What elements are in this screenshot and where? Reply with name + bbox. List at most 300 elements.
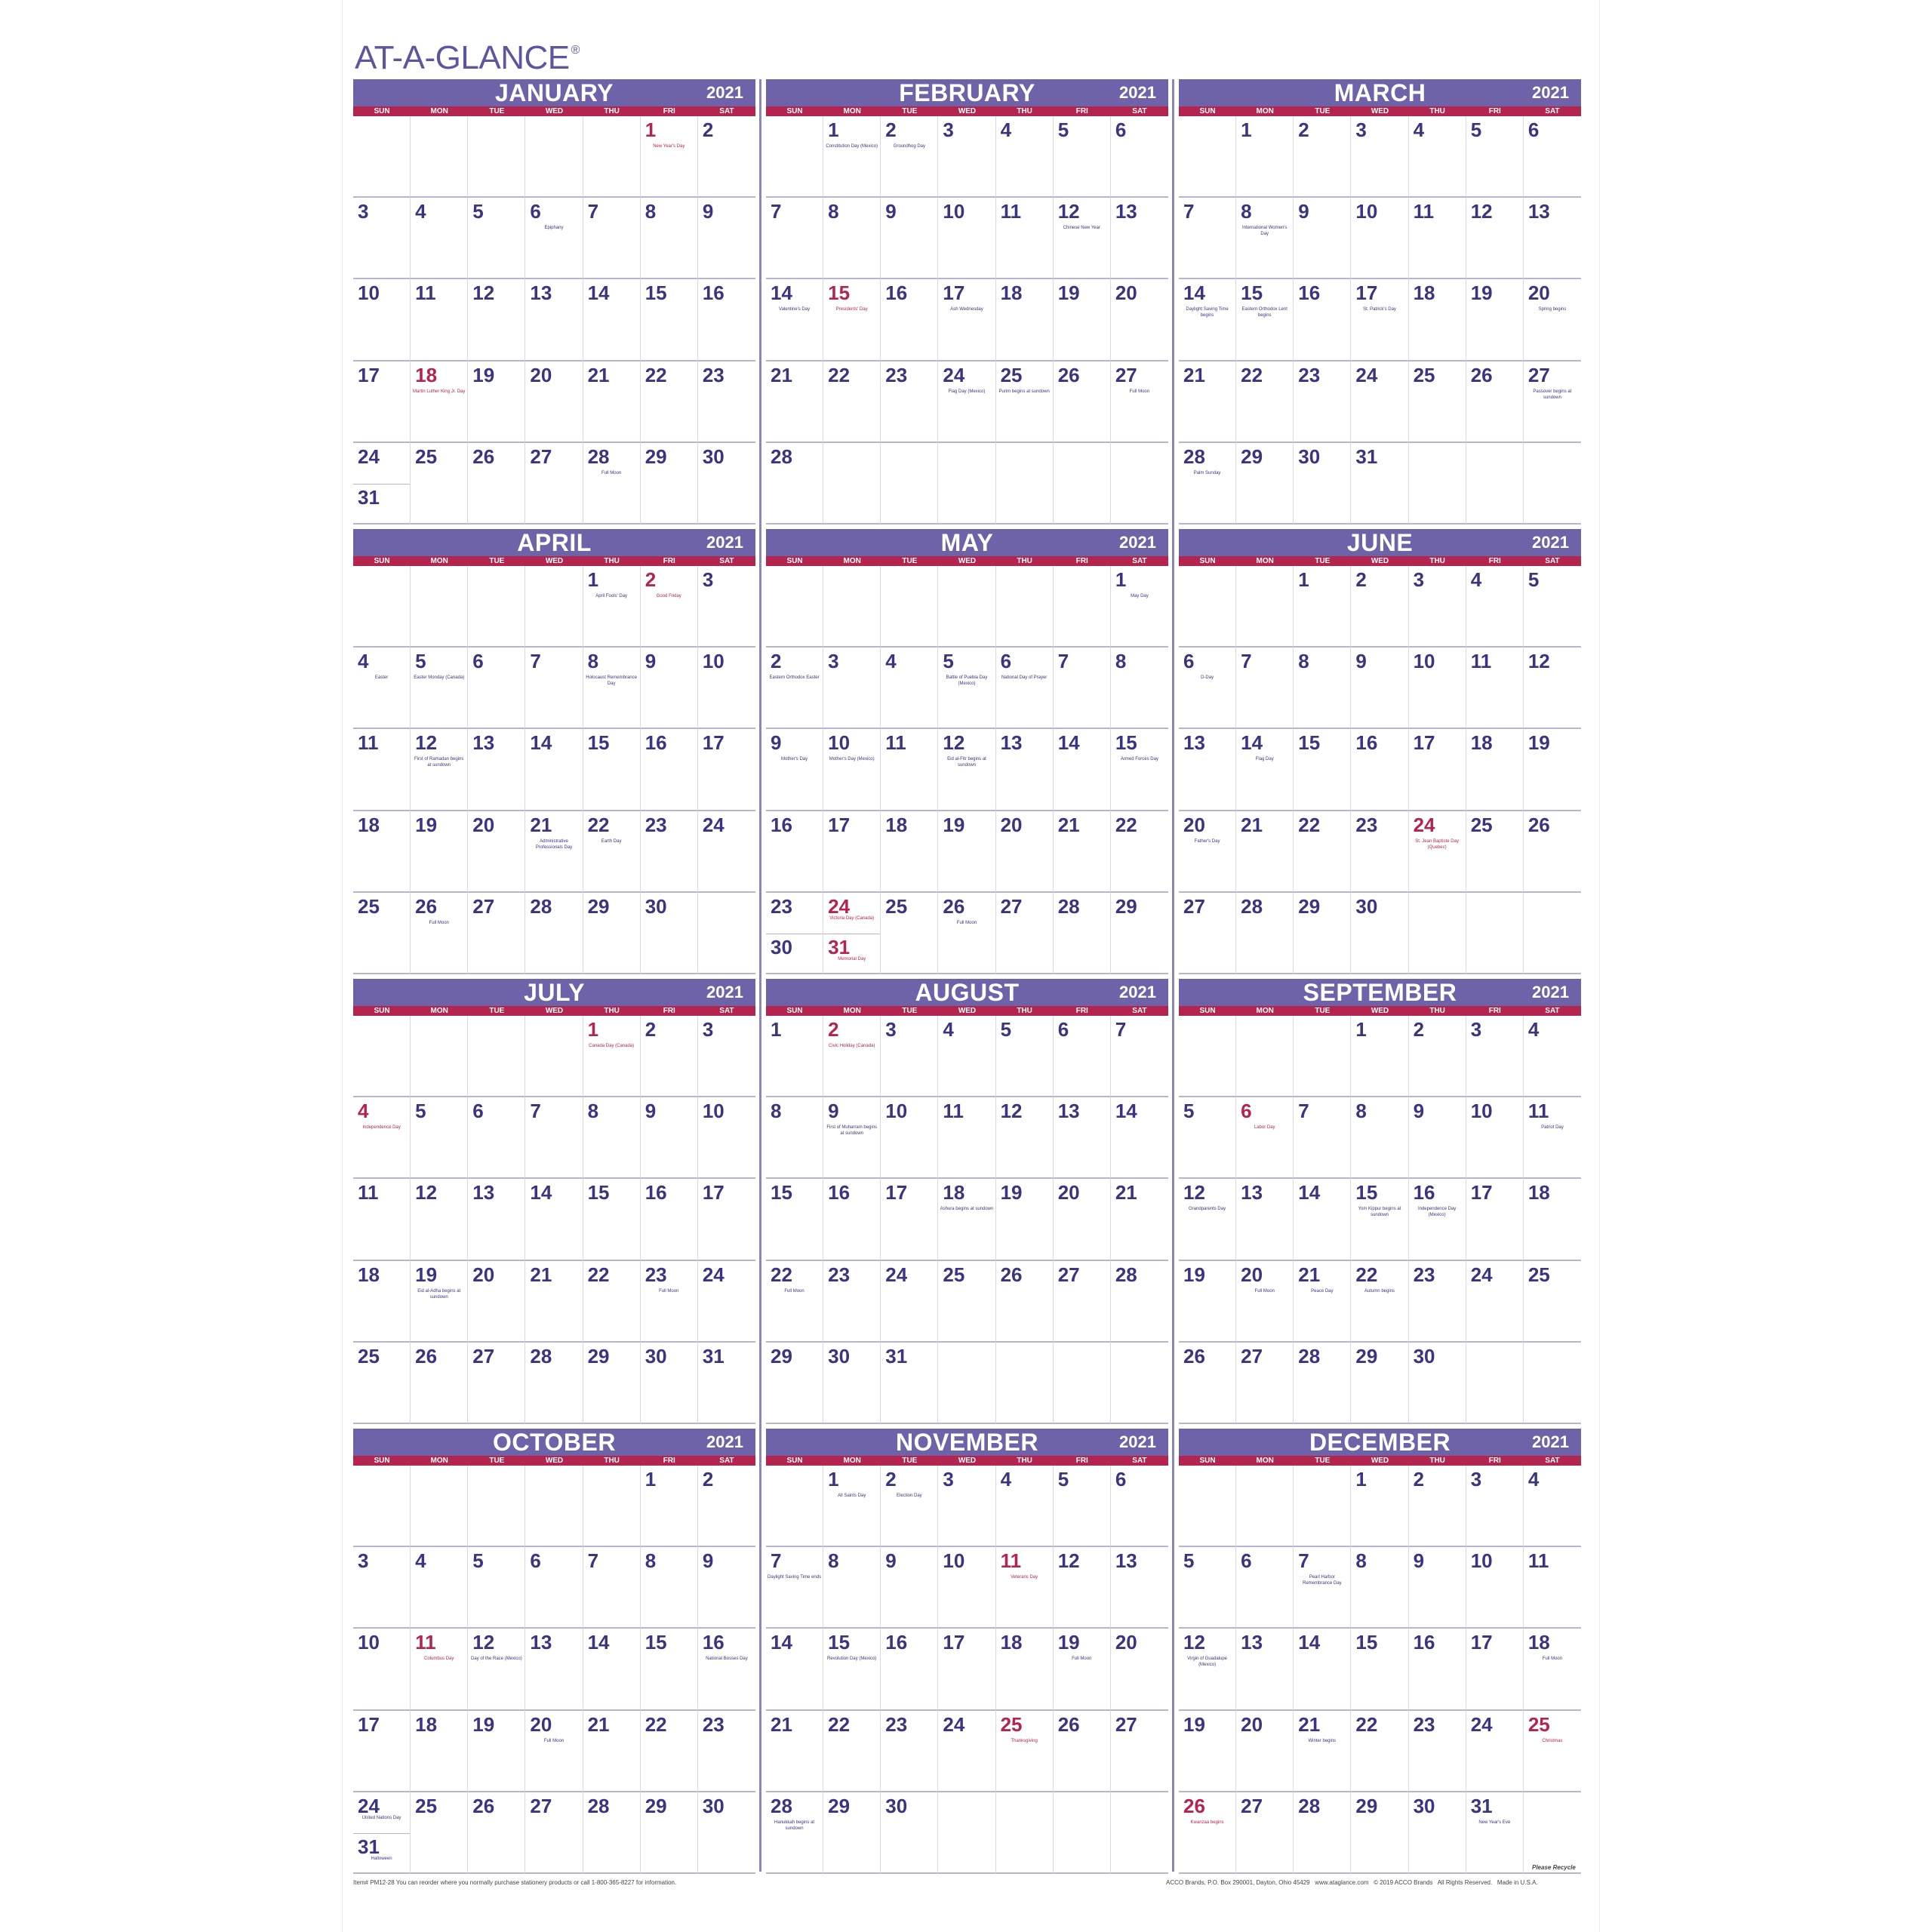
day-cell [766,1179,823,1260]
day-cell [698,1261,755,1343]
day-cell [1294,279,1351,361]
holiday-label: Battle of Puebla Day (Mexico) [946,675,988,687]
day-number: 16 [828,1181,851,1204]
day-number: 23 [828,1263,851,1286]
day-number: 22 [645,363,667,386]
day-cell [823,1547,881,1629]
weekday-label: FRI [1488,557,1501,565]
day-cell [583,1629,641,1710]
holiday-label: New Year's Day [653,144,685,149]
month-july [353,979,755,1424]
day-number: 27 [1057,1263,1080,1286]
day-cell [641,1792,698,1874]
holiday-label: Full Moon [429,920,449,925]
day-number: 2 [885,118,897,141]
holiday-label: Memorial Day [838,956,866,961]
holiday-label: Mother's Day [780,757,808,762]
day-cell [1524,811,1581,893]
day-number: 15 [828,1631,851,1654]
day-number: 12 [1057,1549,1080,1573]
holiday-label: Election Day [897,1494,922,1498]
day-number: 16 [1298,281,1321,305]
day-number: 4 [1413,118,1425,141]
day-number: 17 [885,1181,908,1204]
weekday-label: SAT [1545,1457,1560,1465]
day-cell [353,1547,411,1629]
day-cell [525,1466,583,1547]
day-cell [1236,361,1294,443]
day-cell [996,1466,1054,1547]
day-number: 26 [1470,363,1493,386]
day-cell [1236,1547,1294,1629]
weekday-label: MON [430,1457,448,1465]
day-number: 24 [943,1712,965,1736]
day-number: 31 [702,1344,724,1367]
day-cell [1179,566,1236,648]
holiday-label: Armed Forces Day [1120,757,1158,762]
day-number: 18 [943,1181,965,1204]
holiday-label: Eastern Orthodox Easter [769,675,820,681]
day-number: 3 [702,568,714,591]
day-cell [525,1792,583,1874]
day-number: 12 [415,1181,438,1204]
day-cell [1409,279,1466,361]
day-number: 16 [645,731,667,755]
day-number: 30 [645,1344,667,1367]
holiday-label: Hanukkah begins at sundown [774,1820,815,1831]
day-number: 14 [1241,731,1263,755]
day-cell [1351,1792,1408,1874]
month-year: 2021 [706,533,743,552]
day-number: 21 [1183,363,1205,386]
day-cell [881,361,938,443]
month-may [766,529,1168,974]
day-number: 18 [1527,1181,1550,1204]
month-year: 2021 [1532,83,1569,102]
holiday-label: First of Ramadan begins at sundown [414,757,464,768]
day-number: 10 [943,200,965,223]
holiday-label: Autumn begins [1364,1288,1395,1294]
day-cell [881,1179,938,1260]
day-number: 29 [1298,894,1321,918]
month-september [1179,979,1581,1424]
day-cell [1524,279,1581,361]
day-cell [996,361,1054,443]
day-number: 13 [1241,1631,1263,1654]
day-cell [1111,1097,1168,1179]
day-cell [938,1097,995,1179]
day-cell [766,566,823,648]
day-cell [1236,116,1294,198]
day-number: 21 [530,1263,552,1286]
day-cell [1466,1179,1524,1260]
day-number: 19 [1183,1712,1205,1736]
day-number: 11 [1000,1549,1022,1573]
day-cell [1524,566,1581,648]
day-number: 13 [1241,1181,1263,1204]
day-number: 28 [1298,1344,1321,1367]
day-number: 4 [358,650,369,673]
weekday-label: THU [1429,557,1445,565]
day-cell [353,566,411,648]
day-cell [881,1343,938,1424]
day-number: 28 [530,1344,552,1367]
day-number: 3 [1413,568,1425,591]
day-cell [766,1016,823,1097]
day-number: 13 [1527,200,1550,223]
day-number: 24 [702,1263,724,1286]
year-calendar-grid [353,79,1581,1875]
day-cell [1524,893,1581,974]
day-number: 5 [415,1100,426,1123]
day-cell [1351,1629,1408,1710]
day-cell [698,1629,755,1710]
day-number: 15 [1115,731,1137,755]
day-number: 18 [1527,1631,1550,1654]
day-cell [353,116,411,198]
month-title: FEBRUARY [899,79,1035,106]
month-header [766,79,1168,106]
day-number: 14 [771,281,792,305]
day-number: 12 [472,1631,495,1654]
day-cell [823,1629,881,1710]
day-cell [1236,1261,1294,1343]
day-cell [353,1261,411,1343]
weekday-header [1179,1456,1581,1466]
day-number: 14 [587,281,610,305]
day-cell [411,1547,468,1629]
holiday-label: Winter begins [1308,1738,1337,1743]
month-title: SEPTEMBER [1303,979,1457,1006]
holiday-label: Full Moon [1254,1288,1275,1294]
holiday-label: Patriot Day [1541,1125,1564,1131]
weekday-header [1179,556,1581,566]
day-number: 28 [587,1794,610,1817]
day-cell [641,811,698,893]
month-march [1179,79,1581,525]
holiday-label: Halloween [371,1856,392,1861]
weekday-header [766,556,1168,566]
day-number: 30 [1298,445,1321,468]
day-cell [1179,1261,1236,1343]
month-january [353,79,755,525]
holiday-label: Civic Holiday (Canada) [829,1044,875,1048]
day-number: 11 [415,281,436,305]
day-number: 30 [1413,1794,1435,1817]
day-number: 13 [530,281,552,305]
day-cell [1179,1547,1236,1629]
holiday-label: Spring begins [1538,307,1567,312]
day-number: 5 [1470,118,1482,141]
month-year: 2021 [1532,983,1569,1001]
day-cell [938,1016,995,1097]
day-cell [1466,729,1524,811]
day-number: 4 [943,1018,954,1041]
weekday-label: MON [1256,107,1274,115]
day-number: 2 [1355,568,1367,591]
day-number: 26 [1000,1263,1023,1286]
day-number: 6 [472,1100,484,1123]
holiday-label: Full Moon [543,1738,565,1743]
day-number: 29 [1355,1344,1378,1367]
day-number: 16 [885,1631,908,1654]
day-cells [766,566,1168,974]
day-number: 28 [1115,1263,1137,1286]
day-cells [1179,116,1581,525]
holiday-label: Chinese New Year [1063,226,1100,231]
day-cell [1351,116,1408,198]
day-cell [1351,1711,1408,1792]
day-cell [938,729,995,811]
day-number: 9 [885,1549,897,1573]
day-cell [1409,648,1466,729]
day-number: 2 [771,650,782,673]
day-cell [411,116,468,198]
day-cell [1466,1261,1524,1343]
month-title: OCTOBER [493,1429,616,1456]
day-number: 6 [1527,118,1540,141]
day-cell [1409,1547,1466,1629]
month-year: 2021 [706,1432,743,1451]
month-title: AUGUST [915,979,1020,1006]
day-number: 7 [1057,650,1069,673]
day-number: 3 [358,200,369,223]
day-number: 18 [358,813,380,836]
holiday-label: D-Day [1201,675,1214,681]
day-cell [1351,361,1408,443]
day-cell [583,1097,641,1179]
day-cell [1466,1792,1524,1874]
day-cell [1351,648,1408,729]
day-cell [583,279,641,361]
day-number: 4 [1000,1468,1012,1491]
holiday-label: Grandparents Day [1189,1207,1226,1212]
day-number: 17 [943,281,965,305]
day-number: 6 [1000,650,1012,673]
day-number: 3 [943,118,954,141]
holiday-label: Independence Day (Mexico) [1417,1207,1457,1218]
day-cell [1524,198,1581,279]
day-cell [641,1097,698,1179]
day-number: 19 [1183,1263,1205,1286]
day-cell [1294,1547,1351,1629]
weekday-header [353,556,755,566]
day-number: 29 [1115,894,1137,918]
day-cell [583,811,641,893]
month-title: MAY [940,529,994,556]
weekday-label: TUE [489,1007,505,1015]
holiday-label: Thanksgiving [1011,1738,1038,1743]
weekday-label: WED [958,1457,977,1465]
day-number: 17 [828,813,851,836]
day-cell [411,361,468,443]
day-number: 22 [1298,813,1321,836]
day-number: 15 [645,1631,667,1654]
day-cell [766,1629,823,1710]
day-number: 3 [1355,118,1367,141]
day-number: 23 [645,1263,667,1286]
day-cell [525,279,583,361]
day-number: 2 [645,1018,657,1041]
day-number: 27 [1241,1344,1263,1367]
day-number: 1 [1115,568,1127,591]
day-cell [1179,279,1236,361]
day-number: 18 [1413,281,1435,305]
day-cell [1409,1097,1466,1179]
day-number: 18 [1000,281,1023,305]
day-number: 14 [1115,1100,1137,1123]
day-number: 11 [358,731,379,755]
month-year: 2021 [1119,983,1156,1001]
day-cell [1111,811,1168,893]
holiday-label: Ashura begins at sundown [940,1207,994,1212]
day-cell [353,279,411,361]
day-number: 19 [1470,281,1493,305]
day-number: 4 [1527,1468,1540,1491]
day-cell [1524,1016,1581,1097]
day-number: 16 [702,1631,724,1654]
day-number: 20 [1527,281,1550,305]
day-number: 6 [472,650,484,673]
holiday-label: Eastern Orthodox Lent begins [1241,307,1287,318]
day-cell [1236,1179,1294,1260]
footer-item-info: Item# PM12-28 You can reorder where you normally purchase stationery products or call 1-800-365-8227 for information. [353,1879,677,1886]
day-cell [938,198,995,279]
day-number: 25 [415,1794,438,1817]
day-number: 8 [828,200,839,223]
day-cell [353,1792,411,1874]
day-cell [823,1016,881,1097]
weekday-label: TUE [1315,107,1331,115]
holiday-label: Day of the Race (Mexico) [471,1657,522,1662]
day-cell [411,1261,468,1343]
day-cell [411,198,468,279]
day-number: 9 [828,1100,839,1123]
weekday-label: SUN [374,1007,390,1015]
month-title: JUNE [1346,529,1414,556]
day-cell [1294,198,1351,279]
day-cell [525,116,583,198]
day-cell [1294,729,1351,811]
holiday-label: Good Friday [656,594,681,598]
holiday-label: Yom Kippur begins at sundown [1358,1207,1401,1218]
month-year: 2021 [706,983,743,1001]
day-number: 6 [1115,1468,1127,1491]
day-cell [1294,361,1351,443]
day-number: 27 [1241,1794,1263,1817]
day-cell [525,1343,583,1424]
day-cell [823,443,881,525]
day-cell [1111,729,1168,811]
day-number: 8 [645,1549,657,1573]
day-cell [938,648,995,729]
day-cell [1294,893,1351,974]
day-cells [1179,1016,1581,1424]
day-number: 7 [1115,1018,1127,1041]
day-cell [698,1343,755,1424]
day-number: 3 [702,1018,714,1041]
holiday-label: Administrative Professionals Day [535,838,573,850]
day-number: 8 [1241,200,1252,223]
month-year: 2021 [1119,533,1156,552]
day-cell [698,361,755,443]
day-cell [1409,1711,1466,1792]
holiday-label: Flag Day (Mexico) [948,389,986,394]
day-cell [823,893,881,974]
day-cell [881,1711,938,1792]
day-cell [1524,116,1581,198]
day-number: 15 [828,281,851,305]
weekday-label: FRI [663,557,675,565]
day-cell [1054,1179,1111,1260]
footer-publisher-info: ACCO Brands, P.O. Box 290001, Dayton, Ohio 45429 www.ataglance.com © 2019 ACCO Brands All Rights Reserved. Made in U.S.A. [1166,1879,1538,1886]
weekday-label: WED [545,1457,564,1465]
day-cell [525,361,583,443]
day-number: 31 [358,1835,380,1858]
day-number: 24 [358,1794,380,1817]
weekday-label: SUN [1199,1457,1216,1465]
day-cell [1294,1179,1351,1260]
day-cell [411,279,468,361]
month-october [353,1429,755,1874]
day-number: 17 [358,1712,380,1736]
month-header [766,529,1168,556]
day-number: 10 [702,650,724,673]
holiday-label: Holocaust Remembrance Day [586,675,637,687]
holiday-label: Labor Day [1254,1125,1275,1131]
day-number: 10 [358,1631,380,1654]
day-cell [1179,116,1236,198]
holiday-label: Virgin of Guadalupe (Mexico) [1187,1657,1228,1668]
day-cells [766,1466,1168,1874]
day-number: 10 [828,731,851,755]
day-number: 14 [1057,731,1080,755]
holiday-label: Veterans Day [1011,1575,1038,1580]
day-cell [823,1466,881,1547]
day-number: 17 [702,731,724,755]
day-number: 22 [828,1712,851,1736]
weekday-label: SUN [786,557,803,565]
day-number: 13 [1115,200,1137,223]
day-cell [468,811,525,893]
day-cell [766,198,823,279]
day-cell [641,1179,698,1260]
column-divider [759,79,761,1872]
day-cell [1179,361,1236,443]
day-number: 13 [1000,731,1023,755]
weekday-label: THU [604,107,620,115]
day-cell [468,566,525,648]
day-number: 12 [1527,650,1550,673]
day-cell [583,1016,641,1097]
holiday-label: Purim begins at sundown [998,389,1050,394]
day-cells [1179,566,1581,974]
day-number: 19 [1057,281,1080,305]
day-number: 30 [702,445,724,468]
day-cell [1179,1629,1236,1710]
day-cells [353,116,755,525]
day-cell [766,893,823,974]
day-number: 29 [828,1794,851,1817]
day-number: 31 [828,935,851,958]
day-cell [1524,1343,1581,1424]
day-number: 16 [1355,731,1378,755]
day-cell [823,1097,881,1179]
month-header [1179,79,1581,106]
day-number: 16 [645,1181,667,1204]
day-number: 20 [1115,1631,1137,1654]
day-number: 14 [771,1631,792,1654]
